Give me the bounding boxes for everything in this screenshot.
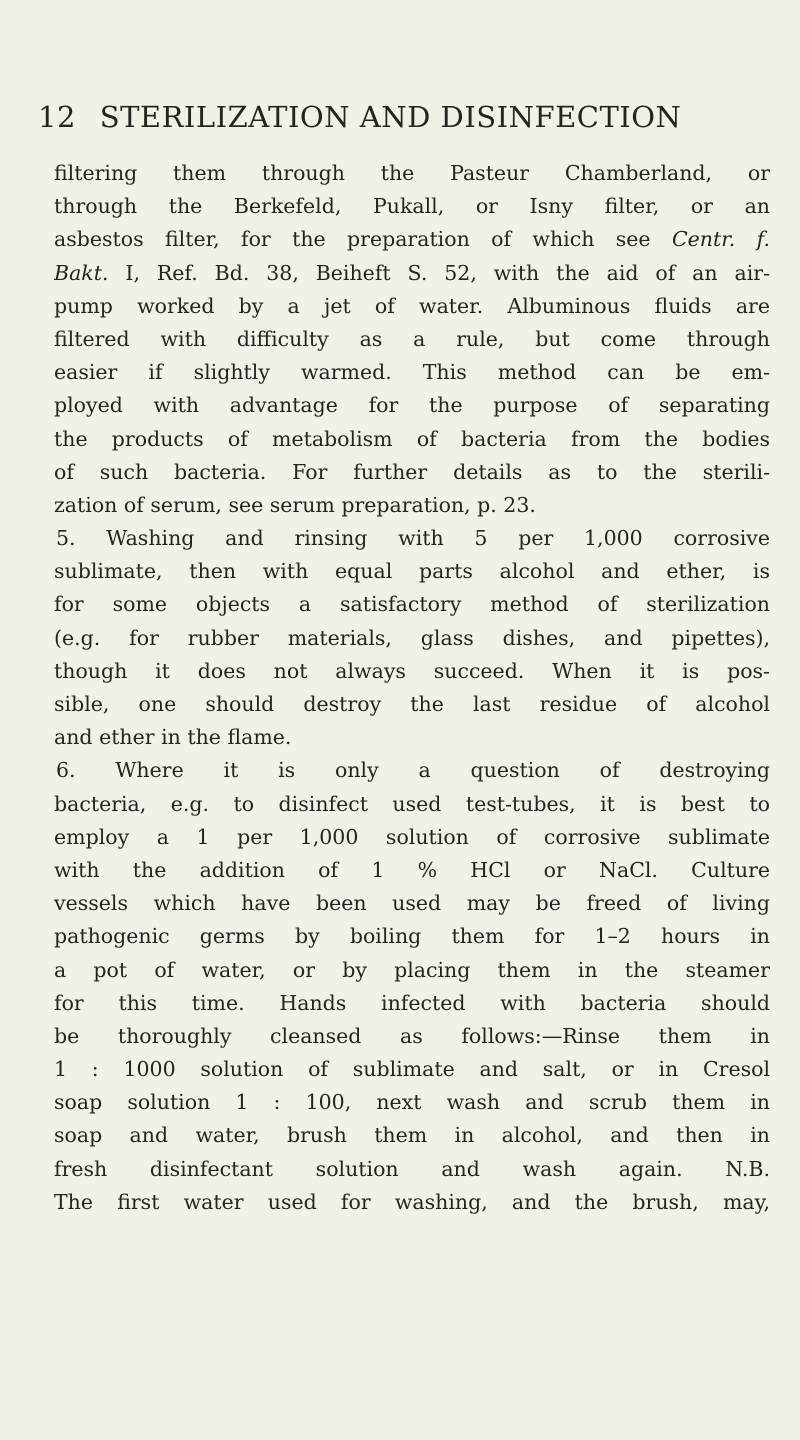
text-line: 1 : 1000 solution of sublimate and salt, or in Cresol — [54, 1057, 770, 1082]
text-line: sible, one should destroy the last residue of alcohol — [54, 692, 770, 716]
text-line: bacteria, e.g. to disinfect used test-tubes, it is best to — [54, 791, 770, 816]
text-line: easier if slightly warmed. This method can be em- — [54, 360, 770, 385]
text-line: asbestos filter, for the preparation of which see Centr. f. — [54, 227, 770, 252]
text-line: fresh disinfectant solution and wash again. N.B. — [54, 1156, 770, 1181]
journal-abbreviation: Bakt. — [54, 260, 109, 285]
text-line: pump worked by a jet of water. Albuminous fluids are — [54, 293, 770, 318]
text-line: (e.g. for rubber materials, glass dishes, and pipettes), — [54, 625, 770, 650]
text-line: vessels which have been used may be freed of living — [54, 891, 770, 916]
text-line: soap and water, brush them in alcohol, and then in — [54, 1123, 770, 1148]
text-line: employ a 1 per 1,000 solution of corrosive sublimate — [54, 824, 770, 849]
text-line: pathogenic germs by boiling them for 1–2 hours in — [54, 924, 770, 949]
text-line: of such bacteria. For further details as to the sterili- — [54, 459, 770, 484]
text-line: sublimate, then with equal parts alcohol and ether, is — [54, 559, 770, 584]
text-line: soap solution 1 : 100, next wash and scrub them in — [54, 1090, 770, 1115]
page-number: 12 — [38, 100, 76, 134]
text-line: though it does not always succeed. When it is pos- — [54, 658, 770, 683]
text-line: filtering them through the Pasteur Chamberland, or — [54, 161, 770, 185]
text-line: for some objects a satisfactory method of sterilization — [54, 592, 770, 617]
body-text — [54, 157, 770, 1219]
running-title: STERILIZATION AND DISINFECTION — [99, 100, 682, 134]
text-line: filtered with difficulty as a rule, but come through — [54, 326, 770, 351]
text-line: be thoroughly cleansed as follows:—Rinse them in — [54, 1023, 770, 1048]
running-head — [38, 100, 768, 150]
text-line: 5. Washing and rinsing with 5 per 1,000 corrosive — [56, 526, 770, 551]
text-line: with the addition of 1 % HCl or NaCl. Culture — [54, 857, 770, 882]
text-line: 6. Where it is only a question of destroying — [56, 758, 770, 783]
text-line: through the Berkefeld, Pukall, or Isny filter, or an — [54, 194, 770, 219]
text-line: the products of metabolism of bacteria from the bodies — [54, 426, 770, 451]
journal-abbreviation: Centr. f. — [671, 227, 770, 252]
text-line: Bakt. I, Ref. Bd. 38, Beiheft S. 52, with the aid of an air- — [54, 260, 770, 285]
text-line: a pot of water, or by placing them in the steamer — [54, 957, 770, 982]
text-line: and ether in the flame. — [54, 725, 292, 750]
text-line: zation of serum, see serum preparation, p. 23. — [54, 492, 536, 517]
text-line: ployed with advantage for the purpose of separating — [54, 393, 770, 418]
text-line: The first water used for washing, and the brush, may, — [54, 1189, 770, 1214]
text-line: for this time. Hands infected with bacteria should — [54, 990, 770, 1015]
